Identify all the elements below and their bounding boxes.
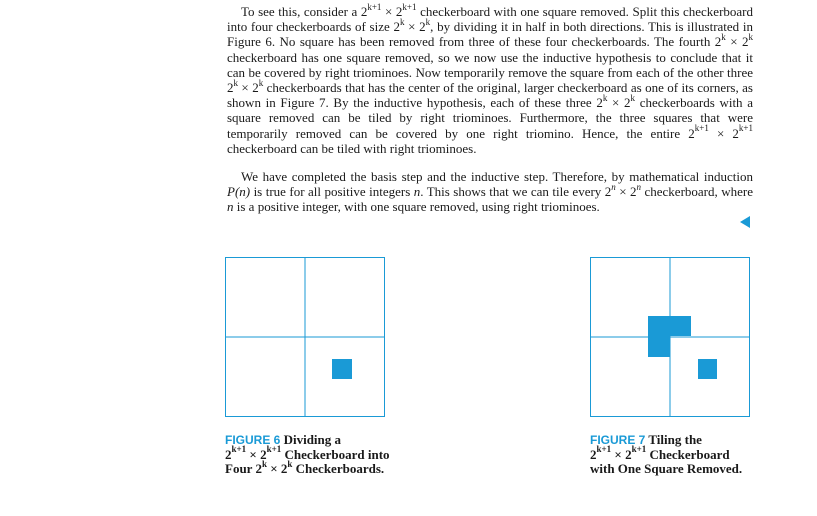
paragraph-1: To see this, consider a $2^{k+1} \times 2^{k+1}$ checkerboard with one square removed. Split this checkerboard into four checkerboards of size $2^k \times 2^k$, by dividing it in half in both directions. This is illustrated in Figure 6. No square has been removed from three of these four checkerboards. The fourth $2^k \times 2^k$ checkerboard has one square removed, so we now use the inductive hypothesis to conclude that it can be covered by right triominoes. Now temporarily remove the square from each of the other three $2^k \times 2^k$ checkerboards that has the center of the original, larger checkerboard as one of its corners, as shown in Figure 7. By the inductive hypothesis, each of these three $2^k \times 2^k$ checkerboards with a square removed can be tiled by right triominoes. Furthermore, the three squares that were temporarily removed can be covered by one right triomino. Hence, the entire $2^{k+1} \times 2^{k+1}$ checkerboard can be tiled with right triominoes. [227, 1, 753, 156]
figure-6-svg [225, 257, 385, 417]
figure-6-caption: FIGURE 6 Dividing a $2^{k+1} \times 2^{k+1}$ Checkerboard into Four $2^k \times 2^k$ Checkerboards. [225, 432, 390, 476]
paragraph-2: We have completed the basis step and the inductive step. Therefore, by mathematical induction P(n) is true for all positive integers n. This shows that we can tile every $2^n \times 2^n$ checkerboard, where n is a positive integer, with one square removed, using right triominoes. [227, 169, 753, 215]
figure-7-checkerboard [590, 257, 750, 417]
figure-6-label: FIGURE 6 [225, 433, 281, 447]
figure-7-label: FIGURE 7 [590, 433, 646, 447]
removed-square [698, 359, 717, 379]
figure-7-svg [590, 257, 750, 417]
figure-7-caption: FIGURE 7 Tiling the $2^{k+1} \times 2^{k+1}$ Checkerboard with One Square Removed. [590, 432, 743, 476]
end-of-proof-icon [740, 216, 750, 228]
removed-square [332, 359, 352, 379]
figure-6-checkerboard [225, 257, 385, 417]
